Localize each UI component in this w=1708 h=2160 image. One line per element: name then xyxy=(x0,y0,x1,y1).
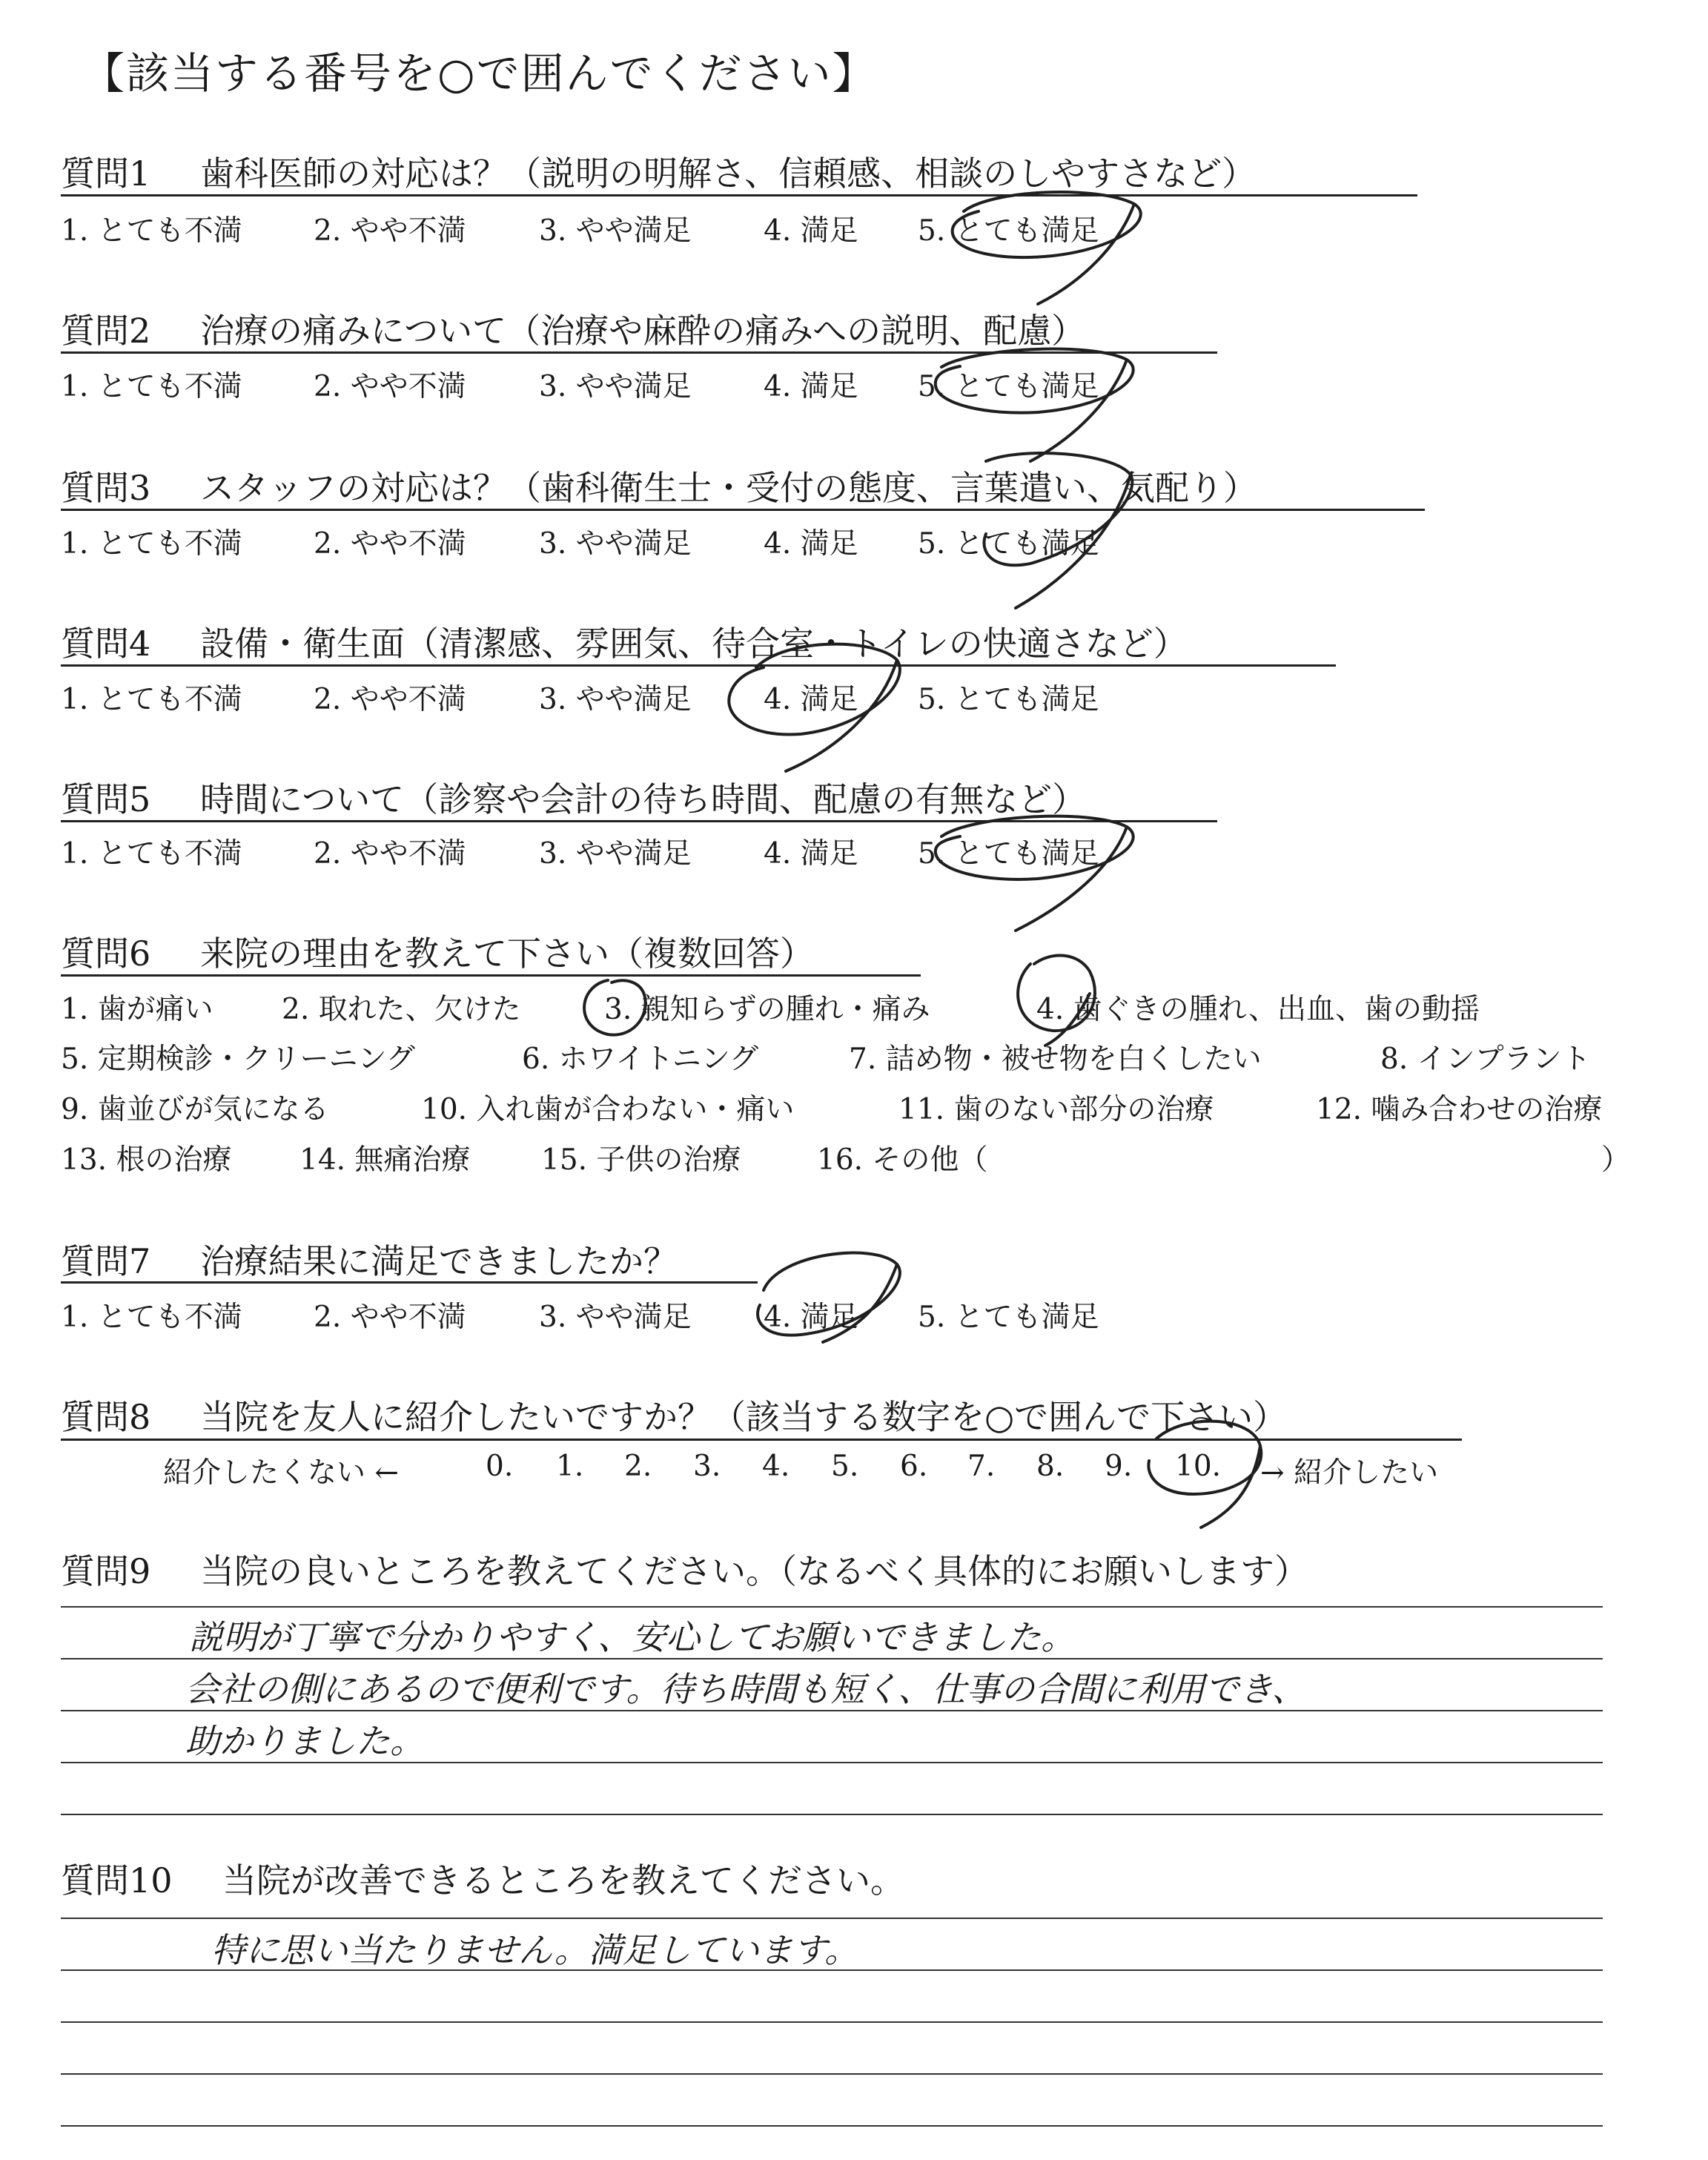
reason-option-9[interactable]: 9. 歯並びが気になる xyxy=(61,1093,329,1126)
option-4[interactable]: 4. 満足 xyxy=(764,214,858,248)
question-underline xyxy=(61,194,1417,196)
option-4[interactable]: 4. 満足 xyxy=(764,683,858,716)
handwritten-answer-line[interactable]: 説明が丁寧で分かりやすく、安心してお願いできました。 xyxy=(189,1617,1076,1657)
reason-option-11[interactable]: 11. 歯のない部分の治療 xyxy=(898,1093,1214,1126)
reason-option-15[interactable]: 15. 子供の治療 xyxy=(541,1143,741,1177)
question-label: 質問5 xyxy=(61,779,151,819)
question-text: 当院を友人に紹介したいですか？（該当する数字を○で囲んで下さい） xyxy=(200,1397,1288,1437)
option-2[interactable]: 2. やや不満 xyxy=(314,837,466,871)
reason-option-16[interactable]: 16. その他（ xyxy=(817,1143,988,1177)
reason-option-5[interactable]: 5. 定期検診・クリーニング xyxy=(61,1043,415,1076)
answer-line xyxy=(61,1918,1603,1919)
reason-option-3[interactable]: 3. 親知らずの腫れ・痛み xyxy=(604,993,930,1026)
option-2[interactable]: 2. やや不満 xyxy=(314,214,466,248)
option-4[interactable]: 4. 満足 xyxy=(764,837,858,871)
question-text: 当院の良いところを教えてください。（なるべく具体的にお願いします） xyxy=(200,1551,1308,1591)
scale-4[interactable]: 4. xyxy=(762,1450,790,1483)
question-underline xyxy=(61,1439,1462,1441)
question-label: 質問3 xyxy=(61,468,151,508)
question-underline xyxy=(61,1281,758,1284)
scale-3[interactable]: 3. xyxy=(693,1450,721,1483)
question-text: 設備・衛生面（清潔感、雰囲気、待合室・トイレの快適さなど） xyxy=(200,624,1188,664)
question-text: 治療結果に満足できましたか？ xyxy=(200,1241,678,1281)
question-underline xyxy=(61,820,1217,822)
option-5[interactable]: 5. とても満足 xyxy=(918,837,1099,871)
question-label: 質問9 xyxy=(61,1551,151,1591)
question-label: 質問6 xyxy=(61,934,151,974)
answer-line xyxy=(61,1814,1603,1815)
question-text: 当院が改善できるところを教えてください。 xyxy=(222,1860,904,1900)
question-label: 質問4 xyxy=(61,624,151,664)
answer-line xyxy=(61,2125,1603,2127)
option-1[interactable]: 1. とても不満 xyxy=(61,527,242,561)
option-2[interactable]: 2. やや不満 xyxy=(314,370,466,403)
scale-1[interactable]: 1. xyxy=(556,1450,584,1483)
option-2[interactable]: 2. やや不満 xyxy=(314,527,466,561)
answer-line xyxy=(61,2073,1603,2075)
option-3[interactable]: 3. やや満足 xyxy=(539,214,692,248)
option-3[interactable]: 3. やや満足 xyxy=(539,527,692,561)
option-2[interactable]: 2. やや不満 xyxy=(314,683,466,716)
option-5[interactable]: 5. とても満足 xyxy=(918,214,1099,248)
question-underline xyxy=(61,664,1336,667)
instruction-heading: 【該当する番号を○で囲んでください】 xyxy=(82,48,877,99)
scale-5[interactable]: 5. xyxy=(831,1450,859,1483)
scale-7[interactable]: 7. xyxy=(967,1450,996,1483)
question-label: 質問7 xyxy=(61,1241,151,1281)
question-text: スタッフの対応は？（歯科衛生士・受付の態度、言葉遣い、気配り） xyxy=(200,468,1257,508)
scale-10[interactable]: 10. xyxy=(1175,1450,1222,1483)
scale-right-label: → 紹介したい xyxy=(1260,1456,1439,1490)
option-5[interactable]: 5. とても満足 xyxy=(918,683,1099,716)
reason-option-2[interactable]: 2. 取れた、欠けた xyxy=(282,993,521,1026)
option-4[interactable]: 4. 満足 xyxy=(764,527,858,561)
handwritten-answer-line[interactable]: 助かりました。 xyxy=(185,1721,424,1761)
answer-line xyxy=(61,1606,1603,1608)
scale-0[interactable]: 0. xyxy=(486,1450,514,1483)
scale-left-label: 紹介したくない ← xyxy=(163,1456,400,1490)
answer-line xyxy=(61,2021,1603,2023)
reason-option-6[interactable]: 6. ホワイトニング xyxy=(522,1043,759,1076)
option-3[interactable]: 3. やや満足 xyxy=(539,370,692,403)
scale-6[interactable]: 6. xyxy=(900,1450,928,1483)
question-text: 来院の理由を教えて下さい（複数回答） xyxy=(200,934,814,974)
question-label: 質問2 xyxy=(61,311,151,351)
option-1[interactable]: 1. とても不満 xyxy=(61,683,242,716)
option-5[interactable]: 5. とても満足 xyxy=(918,370,1099,403)
option-2[interactable]: 2. やや不満 xyxy=(314,1301,466,1334)
option-1[interactable]: 1. とても不満 xyxy=(61,1301,242,1334)
option-1[interactable]: 1. とても不満 xyxy=(61,837,242,871)
option-5[interactable]: 5. とても満足 xyxy=(918,1301,1099,1334)
handwritten-answer-line[interactable]: 特に思い当たりません。満足しています。 xyxy=(211,1930,859,1970)
handwritten-answer-line[interactable]: 会社の側にあるので便利です。待ち時間も短く、仕事の合間に利用でき、 xyxy=(185,1669,1306,1709)
scale-8[interactable]: 8. xyxy=(1036,1450,1065,1483)
question-text: 時間について（診察や会計の待ち時間、配慮の有無など） xyxy=(200,779,1087,819)
question-label: 質問10 xyxy=(61,1860,173,1900)
question-label: 質問8 xyxy=(61,1397,151,1437)
reason-option-8[interactable]: 8. インプラント xyxy=(1380,1043,1591,1076)
option-1[interactable]: 1. とても不満 xyxy=(61,370,242,403)
reason-option-4[interactable]: 4. 歯ぐきの腫れ、出血、歯の動揺 xyxy=(1036,993,1480,1026)
other-close-paren: ） xyxy=(1601,1143,1631,1177)
question-underline xyxy=(61,509,1425,511)
option-4[interactable]: 4. 満足 xyxy=(764,370,858,403)
reason-option-10[interactable]: 10. 入れ歯が合わない・痛い xyxy=(421,1093,795,1126)
option-5[interactable]: 5. とても満足 xyxy=(918,527,1099,561)
question-text: 歯科医師の対応は？（説明の明解さ、信頼感、相談のしやすさなど） xyxy=(200,153,1257,194)
reason-option-1[interactable]: 1. 歯が痛い xyxy=(61,993,214,1026)
option-4[interactable]: 4. 満足 xyxy=(764,1301,858,1334)
option-3[interactable]: 3. やや満足 xyxy=(539,683,692,716)
question-underline xyxy=(61,351,1217,354)
option-1[interactable]: 1. とても不満 xyxy=(61,214,242,248)
scale-2[interactable]: 2. xyxy=(624,1450,652,1483)
question-text: 治療の痛みについて（治療や麻酔の痛みへの説明、配慮） xyxy=(200,311,1086,351)
option-3[interactable]: 3. やや満足 xyxy=(539,837,692,871)
reason-option-14[interactable]: 14. 無痛治療 xyxy=(299,1143,471,1177)
question-label: 質問1 xyxy=(61,153,151,194)
reason-option-12[interactable]: 12. 噛み合わせの治療 xyxy=(1316,1093,1603,1126)
reason-option-7[interactable]: 7. 詰め物・被せ物を白くしたい xyxy=(849,1043,1262,1076)
question-underline xyxy=(61,974,921,977)
scale-9[interactable]: 9. xyxy=(1105,1450,1133,1483)
reason-option-13[interactable]: 13. 根の治療 xyxy=(61,1143,232,1177)
option-3[interactable]: 3. やや満足 xyxy=(539,1301,692,1334)
